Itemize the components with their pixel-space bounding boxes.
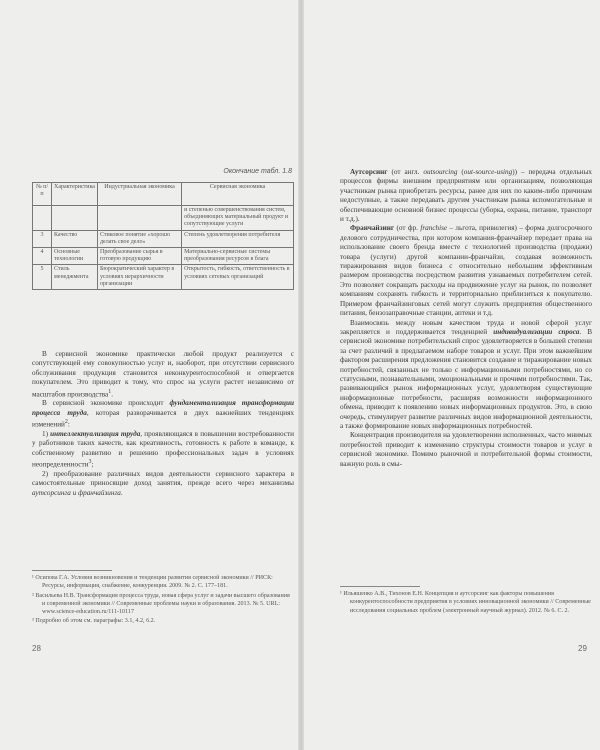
table-header-cell: Сервисная экономика xyxy=(182,183,294,206)
emphasis: аутсорсинга и франчайзинга xyxy=(32,488,121,497)
text-span: (от фр. xyxy=(394,224,421,233)
text-span: . xyxy=(120,488,123,497)
table-header-row xyxy=(33,183,294,206)
footnote-ref: 1 xyxy=(108,388,112,395)
text-span: Взаимосвязь между новым качеством труда и новой сферой услуг закрепляется и поддерживается тенденцией xyxy=(340,318,592,336)
table-row xyxy=(33,247,294,264)
text-span: 2) преобразование различных видов деятельности сервисного характера в самостоятельные приносящие доход занятия, прежде всего через механизмы xyxy=(32,470,294,488)
left-footnotes xyxy=(32,574,294,627)
footnote: ² Васильева Н.В. Трансформация процесса труда, новая сфера услуг и задачи высшего образования и современной экономики // Современные проблемы науки и образования. 2013. № 5. URL: www.science-education.ru/111-10117 xyxy=(32,592,290,616)
right-body-text xyxy=(340,168,592,469)
left-body-text xyxy=(32,350,294,498)
footnote: ¹ Осипова Г.А. Условия возникновения и тенденции развития сервисной экономики // РИСК: Ресурсы, информация, снабжение, конкуренция. 2009. № 2. С. 177–181. xyxy=(32,575,273,590)
page-number: 28 xyxy=(32,644,41,653)
emphasis: out-source-using xyxy=(463,168,513,176)
table-cell: Открытость, гибкость, ответственность в условиях сетевых организаций xyxy=(182,265,294,290)
text-span: (от англ. xyxy=(387,168,424,176)
table-header-cell: Индустриальная экономика xyxy=(97,183,181,206)
text-span: В сервисной экономике практически любой продукт реализуется с сопутствующей ему совокупностью услуг и, наоборот, при отсутствии сервисного обслуживания продукция становится неконкурентоспособной и отвергается покупателем. Это приводит к тому, что спрос на услуги растет независимо от масштабов производства xyxy=(32,350,294,399)
text-span: В сервисной экономике происходит xyxy=(42,399,170,408)
text-span: Концентрация производителя на удовлетворении исполненных, часто мнимых потребностей приводит к изменению структуры стоимости товаров и услуг в сервисной экономике. Помимо рыночной и потребительной формы стоимости, важную роль в смы- xyxy=(340,431,592,468)
text-span: ( xyxy=(457,168,464,176)
table-cell xyxy=(33,206,52,231)
table-cell: Степень удовлетворения потребителя xyxy=(182,230,294,247)
footnote-rule xyxy=(340,586,420,587)
table-row xyxy=(33,265,294,290)
table-row xyxy=(33,206,294,231)
table-cell: Преобразование сырья в готовую продукцию xyxy=(97,247,181,264)
paragraph: В сервисной экономике происходит фундаментализация трансформации процесса труда, которая разворачивается в двух важнейших тенденциях изменений$^2$: xyxy=(32,399,294,429)
term: Аутсорсинг xyxy=(350,168,388,176)
page-number: 29 xyxy=(578,644,587,653)
text-span: – льгота, привилегия) – форма долгосрочного делового сотрудничества, при котором компания-франчайзер передает права на использование своего бренда вместе с технологией производства (продажи) товара (услуги) другой компании-франчайзи, создавая возможность тиражирования видов бизнеса с относительно небольшим эффективным размером производства посредством развития узнаваемых потребителем сетей. Это позволяет сокращать расходы на продвижение услуг на рынок, по позволяет компаниям сохранять гибкость и территориально приблизиться к покупателю. Примером франчайзинговых сетей могут служить предприятия общественного питания, бензозаправочные станции, аптеки и т.д. xyxy=(340,224,592,318)
paragraph xyxy=(340,224,592,318)
footnote: ¹ Ильяшенко А.В., Тихонов Е.Н. Концепция и аутсорсинг как факторы повышения конкурентоспособности предприятия в условиях инновационной экономики // Современные исследования социальных проблем (электронный научный журнал). 2012. № 6. С. 2. xyxy=(340,591,591,614)
table-cell: Бюрократический характер в условиях иерархичности организации xyxy=(97,265,181,290)
economy-comparison-table xyxy=(32,182,294,290)
right-footnotes xyxy=(340,590,592,616)
table-cell: Качество xyxy=(52,230,98,247)
table-cell: Стиковое понятие «хорошо делать свое дело» xyxy=(97,230,181,247)
paragraph xyxy=(340,319,592,432)
term: Франчайзинг xyxy=(350,224,395,233)
text-span: 1) xyxy=(42,430,51,439)
right-page xyxy=(304,0,600,750)
paragraph xyxy=(340,168,592,224)
footnote-ref: 3 xyxy=(88,459,92,466)
table-cell: 5 xyxy=(33,265,52,290)
left-page xyxy=(0,0,298,750)
table-cell xyxy=(52,206,98,231)
table-continuation-label: Окончание табл. 1.8 xyxy=(223,168,292,175)
paragraph: 1) интеллектуализация труда, проявляющаяся в повышении востребованности у работников таких качеств, как креативность, готовность к работе в команде, к собственному развитию и решению профессиональных задач в условиях неопределенности$^3$; xyxy=(32,430,294,469)
emphasis: franchise xyxy=(420,224,448,233)
table-cell: Материально-сервисные системы преобразования ресурсов в блага xyxy=(182,247,294,264)
paragraph xyxy=(32,470,294,498)
table-cell: и степенью совершенствования систем, объединяющих материальный продукт и сопутствующие услуги xyxy=(182,206,294,231)
text-span: , которая разворачивается в двух важнейших тенденциях изменений xyxy=(32,408,294,429)
table-row xyxy=(33,230,294,247)
footnote-ref: 2 xyxy=(64,419,68,426)
table-cell xyxy=(97,206,181,231)
emphasis: интеллектуализация труда xyxy=(50,430,141,439)
table-cell: Стиль менеджмента xyxy=(52,265,98,290)
table-cell: 3 xyxy=(33,230,52,247)
table-header-cell: № п/п xyxy=(33,183,52,206)
paragraph xyxy=(340,431,592,469)
paragraph: В сервисной экономике практически любой продукт реализуется с сопутствующей ему совокупностью услуг и, наоборот, при отсутствии сервисного обслуживания продукция становится неконкурентоспособной и отвергается покупателем. Это приводит к тому, что спрос на услуги растет независимо от масштабов производства$^1$. xyxy=(32,350,294,399)
table-header-cell: Характеристика xyxy=(52,183,98,206)
footnote: ³ Подробно об этом см. параграфы: 3.1, 4.2, 6.2. xyxy=(32,618,156,625)
table-cell: Основные технологии xyxy=(52,247,98,264)
text-span: )) – передача отдельных процессов фирмы внешним предприятиям или организациям, позволяющая участникам рынка приобретать ресурсы, ранее для них по каким-либо причинам недоступные, а также передавать другим участникам рынка вспомогательные и обеспечивающие основной бизнес процессы (уборка, охрана, питание, транспорт и т.д.). xyxy=(340,168,592,224)
text-span: . В сервисной экономике потребительский спрос удовлетворяется в большей степени за счет различий в предлагаемом наборе товаров и услуг. При этом важнейшим фактором расширения предложения становится создание и тиражирование новых потребностей, связанных не только с информационными потребностями, но со статусными, познавательными, эмоциональными и прочими потребностями. Так, развивающийся рынок информационных услуг, удовлетворяя существующие информационные потребности, расширяя возможности информационного обмена, приводит к появлению новых информационных продуктов. Это, в свою очередь, стимулирует развитие различных видов информационной деятельности, а также формирование новых информационных потребностей. xyxy=(340,327,592,430)
emphasis: индивидуализации спроса xyxy=(493,327,580,336)
table-cell: 4 xyxy=(33,247,52,264)
emphasis: фундаментализация трансформации процесса труда xyxy=(32,399,294,417)
footnote-rule xyxy=(32,570,112,571)
emphasis: outsourcing xyxy=(423,168,458,176)
text-span: , проявляющаяся в повышении востребованности у работников таких качеств, как креативность, готовность к работе в команде, к собственному развитию и решению профессиональных задач в условиях неопределенности xyxy=(32,430,294,469)
